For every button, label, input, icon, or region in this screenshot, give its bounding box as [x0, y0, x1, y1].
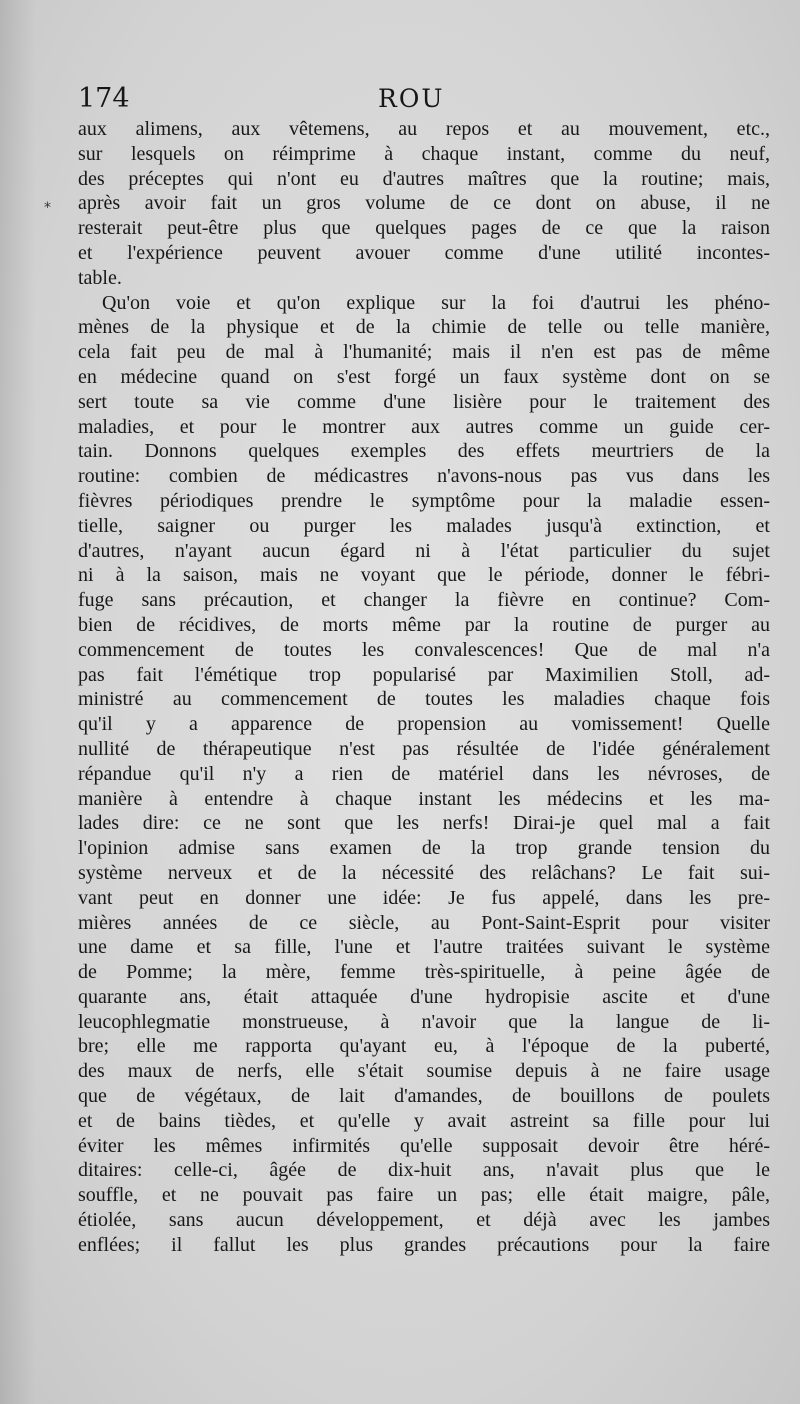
text-line: cela fait peu de mal à l'humanité; mais il n'en est pas de même [78, 341, 770, 364]
text-line: après avoir fait un gros volume de ce dont on abuse, il ne [78, 192, 770, 215]
text-line: l'opinion admise sans examen de la trop grande tension du [78, 837, 770, 860]
text-line: répandue qu'il n'y a rien de matériel dans les névroses, de [78, 762, 770, 785]
page-number: 174 [78, 83, 130, 114]
text-line: mènes de la physique et de la chimie de telle ou telle manière, [78, 316, 770, 339]
text-line: vant peut en donner une idée: Je fus appelé, dans les pre- [78, 886, 770, 909]
running-head: ROU [378, 84, 445, 113]
text-line: resterait peut-être plus que quelques pages de ce que la raison [78, 217, 770, 240]
text-line: système nerveux et de la nécessité des relâchans? Le fait sui- [78, 861, 770, 884]
text-line: quarante ans, était attaquée d'une hydropisie ascite et d'une [78, 985, 770, 1008]
text-line: et de bains tièdes, et qu'elle y avait astreint sa fille pour lui [78, 1109, 770, 1132]
text-line: en médecine quand on s'est forgé un faux système dont on se [78, 365, 770, 388]
text-line: leucophlegmatie monstrueuse, à n'avoir que la langue de li- [78, 1010, 770, 1033]
text-line: lades dire: ce ne sont que les nerfs! Dirai-je quel mal a fait [78, 812, 770, 835]
text-line: que de végétaux, de lait d'amandes, de bouillons de poulets [78, 1085, 770, 1108]
text-line: manière à entendre à chaque instant les médecins et les ma- [78, 787, 770, 810]
text-line: fièvres périodiques prendre le symptôme pour la maladie essen- [78, 489, 770, 512]
text-line: table. [78, 266, 122, 289]
text-line: pas fait l'émétique trop popularisé par Maximilien Stoll, ad- [78, 663, 770, 686]
text-line: Qu'on voie et qu'on explique sur la foi d'autrui les phéno- [102, 291, 770, 314]
text-line: d'autres, n'ayant aucun égard ni à l'état particulier du sujet [78, 539, 770, 562]
page-gutter-shadow [0, 0, 36, 1404]
text-line: ni à la saison, mais ne voyant que le période, donner le fébri- [78, 564, 770, 587]
text-line: maladies, et pour le montrer aux autres comme un guide cer- [78, 415, 770, 438]
text-line: mières années de ce siècle, au Pont-Saint-Esprit pour visiter [78, 911, 770, 934]
text-line: aux alimens, aux vêtemens, au repos et au mouvement, etc., [78, 118, 770, 140]
text-line: qu'il y a apparence de propension au vomissement! Quelle [78, 713, 770, 736]
text-line: des préceptes qui n'ont eu d'autres maîtres que la routine; mais, [78, 167, 770, 190]
text-line: enflées; il fallut les plus grandes précautions pour la faire [78, 1233, 770, 1256]
text-line: une dame et sa fille, l'une et l'autre traitées suivant le système [78, 936, 770, 959]
text-line: ditaires: celle-ci, âgée de dix-huit ans, n'avait plus que le [78, 1159, 770, 1182]
page-header [78, 80, 768, 118]
body-text [78, 117, 770, 1258]
text-line: fuge sans précaution, et changer la fièvre en continue? Com- [78, 589, 770, 612]
text-line: souffle, et ne pouvait pas faire un pas; elle était maigre, pâle, [78, 1184, 770, 1207]
text-line: bre; elle me rapporta qu'ayant eu, à l'époque de la puberté, [78, 1035, 770, 1058]
text-line: ministré au commencement de toutes les maladies chaque fois [78, 688, 770, 711]
text-line: tielle, saigner ou purger les malades jusqu'à extinction, et [78, 514, 770, 537]
text-line: étiolée, sans aucun développement, et déjà avec les jambes [78, 1209, 770, 1232]
text-line: routine: combien de médicastres n'avons-nous pas vus dans les [78, 465, 770, 488]
text-line: sur lesquels on réimprime à chaque instant, comme du neuf, [78, 142, 770, 165]
text-line: commencement de toutes les convalescences! Que de mal n'a [78, 638, 770, 661]
text-line: tain. Donnons quelques exemples des effets meurtriers de la [78, 440, 770, 463]
text-line: éviter les mêmes infirmités qu'elle supposait devoir être héré- [78, 1134, 770, 1157]
text-line: de Pomme; la mère, femme très-spirituelle, à peine âgée de [78, 961, 770, 984]
text-line: bien de récidives, de morts même par la routine de purger au [78, 613, 770, 636]
text-line: et l'expérience peuvent avouer comme d'une utilité incontes- [78, 241, 770, 264]
text-line: nullité de thérapeutique n'est pas résultée de l'idée généralement [78, 737, 770, 760]
text-line: sert toute sa vie comme d'une lisière pour le traitement des [78, 390, 770, 413]
text-line: des maux de nerfs, elle s'était soumise depuis à ne faire usage [78, 1060, 770, 1083]
margin-mark: * [44, 200, 51, 216]
